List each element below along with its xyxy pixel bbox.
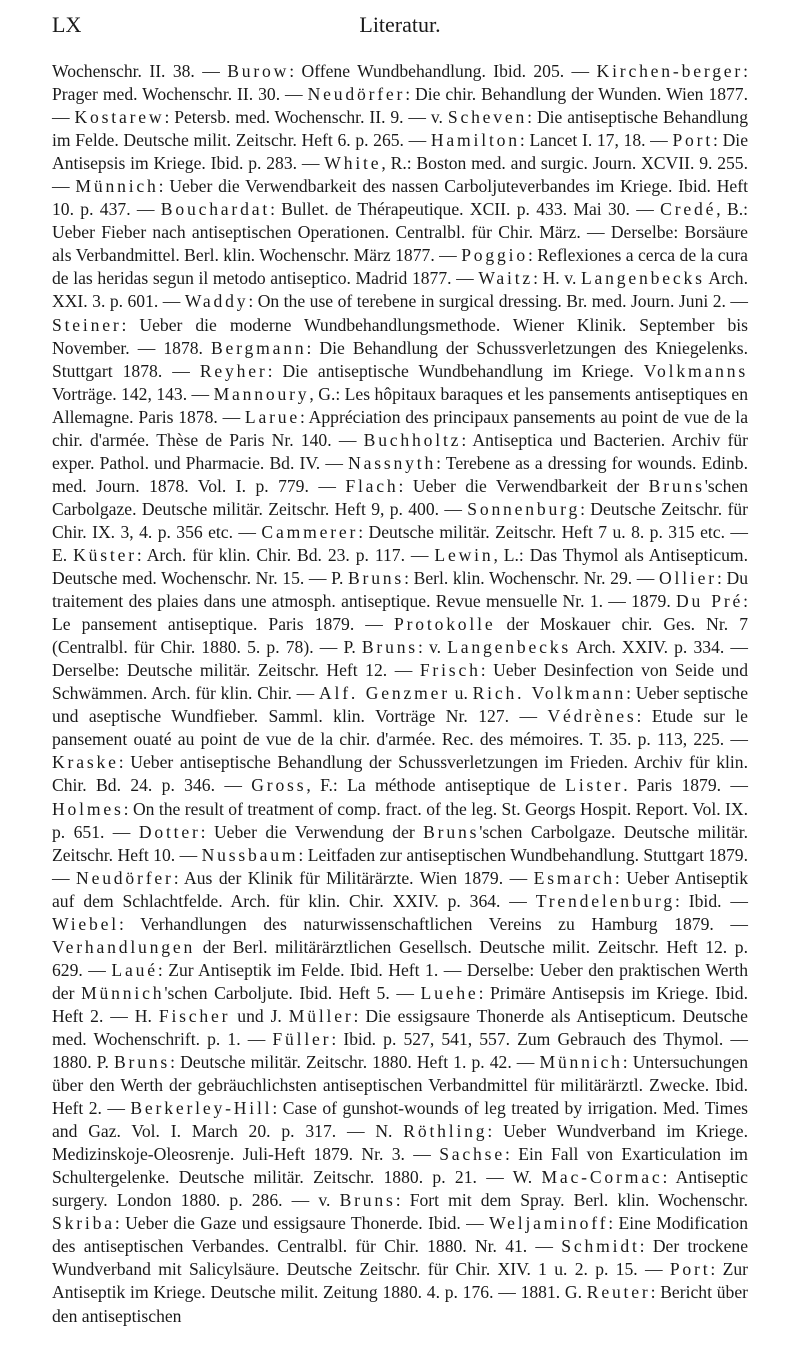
author-name: Lewin xyxy=(434,544,494,565)
citation-text: : Verhandlungen des naturwissenschaftlichen Vereins zu Hamburg 1879. — xyxy=(119,913,748,934)
citation-text: : Appréciation des principaux pansements au point de vue de la chir. d'armée. Thèse de Paris Nr. 140. — xyxy=(52,406,748,450)
citation-text: : Die Behandlung der Schussverletzungen des Kniegelenks. Stuttgart 1878. — xyxy=(52,337,749,381)
citation-text: : Bullet. de Thérapeutique. XCII. p. 433. Mai 30. — xyxy=(270,199,661,220)
citation-text: , B.: Ueber Fieber nach antiseptischen Operationen. Centralbl. für Chir. März. — Derselbe: Borsäure als Verbandmittel. Berl. klin. Wochenschr. März 1877. — xyxy=(52,199,748,266)
citation-text: der Moskauer chir. Ges. Nr. 7 (Centralbl. für Chir. 1880. 5. p. 78). — P. xyxy=(52,614,749,658)
author-name: Nassnyth xyxy=(348,452,437,473)
author-name: Bergmann xyxy=(210,337,307,358)
author-name: Credé xyxy=(660,199,717,220)
citation-text: 'schen Carbolgaze. Deutsche militär. Zeitschr. Heft 10. — xyxy=(52,821,748,865)
author-name: Langenbecks xyxy=(447,637,572,658)
citation-text: : Ueber die moderne Wundbehandlungsmethode. Wiener Klinik. September bis November. — 1878. xyxy=(52,314,748,358)
author-name: Reyher xyxy=(199,360,268,381)
author-name: Sonnenburg xyxy=(467,498,581,519)
author-name: Luehe xyxy=(420,982,479,1003)
author-name: Laué xyxy=(111,959,158,980)
citation-text: : Die antiseptische Wundbehandlung im Kriege. xyxy=(267,360,644,381)
author-name: Holmes xyxy=(52,798,124,819)
page-header xyxy=(52,12,748,42)
author-name: Rich. Volkmann xyxy=(472,683,627,704)
author-name: Flach xyxy=(345,475,399,496)
citation-text: : Berl. klin. Wochenschr. Nr. 29. — xyxy=(404,568,660,589)
citation-text: : Die antiseptische Behandlung im Felde. Deutsche milit. Zeitschr. Heft 6. p. 265. — xyxy=(52,107,748,151)
author-name: Münnich xyxy=(75,176,159,197)
citation-text: : Ibid. — xyxy=(675,890,748,911)
author-name: Volkmanns xyxy=(643,360,748,381)
author-name: Védrènes xyxy=(547,706,637,727)
running-title: Literatur. xyxy=(359,12,441,37)
citation-text: : H. v. xyxy=(533,268,581,289)
author-name: Waddy xyxy=(184,291,249,312)
author-name: Gross xyxy=(251,775,307,796)
author-name: Mac-Cormac xyxy=(541,1167,663,1188)
citation-text: : Primäre Antisepsis im Kriege. Ibid. Heft 2. — H. xyxy=(52,982,748,1026)
author-name: Port xyxy=(672,130,714,151)
author-name: Bruns xyxy=(113,1052,171,1073)
author-name: Port xyxy=(669,1259,711,1280)
author-name: Trendelenburg xyxy=(535,890,676,911)
author-name: Wiebel xyxy=(52,913,119,934)
citation-text: : Ueber die Verwendbarkeit des nassen Carboljuteverbandes im Kriege. Ibid. Heft 10. p. 437. — xyxy=(52,176,748,220)
citation-text: : Ueber septische und aseptische Wundfieber. Samml. klin. Vorträge Nr. 127. — xyxy=(52,683,749,727)
page-number: LX xyxy=(52,12,82,37)
citation-text: : Eine Modification des antiseptischen Verbandes. Centralbl. für Chir. 1880. Nr. 41. — xyxy=(52,1213,748,1257)
citation-text: : Zur Antiseptik im Felde. Ibid. Heft 1. — Derselbe: Ueber den praktischen Werth der xyxy=(52,959,748,1003)
citation-text: : Die chir. Behandlung der Wunden. Wien 1877. — xyxy=(52,84,748,128)
citation-text: : Lancet I. 17, 18. — xyxy=(519,130,673,151)
citation-text: : Bericht über den antiseptischen xyxy=(52,1282,748,1326)
citation-text: : Die Antisepsis im Kriege. Ibid. p. 283. — xyxy=(52,130,748,174)
citation-text: , F.: La méthode antiseptique de xyxy=(306,775,566,796)
citation-text: : Arch. für klin. Chir. Bd. 23. p. 117. — xyxy=(136,544,435,565)
author-name: Lister xyxy=(565,775,624,796)
citation-text: : Ueber Antiseptik auf dem Schlachtfelde. Arch. für klin. Chir. XXIV. p. 364. — xyxy=(52,867,748,911)
author-name: Bruns xyxy=(361,637,418,658)
citation-text: : Du traitement des plaies dans une atmosph. antiseptique. Revue mensuelle Nr. 1. — 1879. xyxy=(52,568,748,612)
citation-text: : Antiseptica und Bacterien. Archiv für exper. Pathol. und Pharmacie. Bd. IV. — xyxy=(52,429,748,473)
author-name: Langenbecks xyxy=(580,268,705,289)
citation-text: : Ein Fall von Exarticulation im Schultergelenke. Deutsche militär. Zeitschr. 1880. p. 21. — W. xyxy=(52,1144,748,1188)
citation-text: : Antiseptic surgery. London 1880. p. 286. — v. xyxy=(52,1167,748,1211)
author-name: Schmidt xyxy=(561,1236,640,1257)
citation-text: : Untersuchungen über den Werth der gebräuchlichsten antiseptischen Verbandmittel für militärärztl. Zwecke. Ibid. Heft 2. — xyxy=(52,1052,749,1119)
author-name: Küster xyxy=(73,544,137,565)
citation-text: : Ueber die Verwendbarkeit der xyxy=(398,475,649,496)
citation-text: 'schen Carbolgaze. Deutsche militär. Zeitschr. Heft 9, p. 400. — xyxy=(52,475,748,519)
author-name: Hamilton xyxy=(430,130,520,151)
citation-text: , G.: Les hôpitaux baraques et les pansements antiseptiques en Allemagne. Paris 1878. — xyxy=(52,383,749,427)
author-name: Sachse xyxy=(439,1144,505,1165)
citation-text: , R.: Boston med. and surgic. Journ. XCVII. 9. 255. — xyxy=(52,153,749,197)
citation-text: : Deutsche militär. Zeitschr. Heft 7 u. 8. p. 315 etc. — E. xyxy=(52,521,748,565)
author-name: Cammerer xyxy=(261,521,359,542)
citation-text: : On the use of terebene in surgical dressing. Br. med. Journ. Juni 2. — xyxy=(248,291,749,312)
author-name: Münnich xyxy=(539,1052,623,1073)
author-name: Bruns xyxy=(423,821,480,842)
author-name: Kraske xyxy=(52,752,119,773)
bibliography-text xyxy=(52,60,748,1328)
author-name: Münnich xyxy=(81,982,165,1003)
author-name: White xyxy=(324,153,382,174)
author-name: Waitz xyxy=(478,268,534,289)
author-name: Buchholtz xyxy=(363,429,462,450)
author-name: Verhandlungen xyxy=(52,936,196,957)
author-name: Kirchen-berger xyxy=(596,61,744,81)
citation-text: : Zur Antiseptik im Kriege. Deutsche milit. Zeitung 1880. 4. p. 176. — 1881. G. xyxy=(52,1259,748,1303)
author-name: Ollier xyxy=(659,568,717,589)
citation-text: Wochenschr. II. 38. — xyxy=(52,61,228,81)
citation-text: . Paris 1879. — xyxy=(623,775,748,796)
author-name: Fischer xyxy=(158,1005,231,1026)
citation-text: : Le pansement antiseptique. Paris 1879. — xyxy=(52,591,749,635)
author-name: Neudörfer xyxy=(307,84,406,105)
author-name: Protokolle xyxy=(393,614,496,635)
citation-text: : Fort mit dem Spray. Berl. klin. Wochenschr. xyxy=(395,1190,748,1211)
author-name: Esmarch xyxy=(533,867,615,888)
citation-text: : Der trockene Wundverband mit Salicylsäure. Deutsche Zeitschr. für Chir. XIV. 1 u. 2. p. 15. — xyxy=(52,1236,749,1280)
citation-text: Vorträge. 142, 143. — xyxy=(52,383,214,404)
author-name: Kostarew xyxy=(74,107,165,128)
citation-text: : Prager med. Wochenschr. II. 30. — xyxy=(52,61,748,105)
citation-text: : Case of gunshot-wounds of leg treated by irrigation. Med. Times and Gaz. Vol. I. March 20. p. 317. — N. xyxy=(52,1098,748,1142)
citation-text: : Leitfaden zur antiseptischen Wundbehandlung. Stuttgart 1879. — xyxy=(52,844,748,888)
citation-text: : Reflexiones a cerca de la cura de las heridas segun il metodo antiseptico. Madrid 1877. — xyxy=(52,245,748,289)
author-name: Nussbaum xyxy=(201,844,299,865)
citation-text: Arch. XXI. 3. p. 601. — xyxy=(52,268,749,312)
citation-text: 'schen Carboljute. Ibid. Heft 5. — xyxy=(164,982,421,1003)
citation-text: : Ibid. p. 527, 541, 557. Zum Gebrauch des Thymol. — 1880. P. xyxy=(52,1028,748,1073)
author-name: Scheven xyxy=(447,107,528,128)
author-name: Frisch xyxy=(419,660,481,681)
author-name: Reuter xyxy=(586,1282,651,1303)
author-name: Bruns xyxy=(347,568,405,589)
citation-text: : Ueber antiseptische Behandlung der Schussverletzungen im Frieden. Archiv für klin. Chir. Bd. 24. p. 346. — xyxy=(52,752,748,796)
citation-text: , L.: Das Thymol als Antisepticum. Deutsche med. Wochenschr. Nr. 15. — P. xyxy=(52,544,749,589)
citation-text: : v. xyxy=(417,637,448,658)
author-name: Larue xyxy=(244,406,301,427)
citation-text: : Ueber die Gaze und essigsaure Thonerde. Ibid. — xyxy=(114,1213,490,1234)
author-name: Du Pré xyxy=(676,591,744,612)
citation-text: : On the result of treatment of comp. fract. of the leg. St. Georgs Hospit. Report. Vol. IX. p. 651. — xyxy=(52,798,748,842)
author-name: Alf. Genzmer xyxy=(319,683,450,704)
author-name: Röthling xyxy=(403,1121,488,1142)
author-name: Burow xyxy=(227,61,290,81)
author-name: Füller xyxy=(272,1028,332,1049)
author-name: Weljaminoff xyxy=(489,1213,609,1234)
author-name: Poggio xyxy=(461,245,528,266)
citation-text: der Berl. militärärztlichen Gesellsch. Deutsche milit. Zeitschr. Heft 12. p. 629. — xyxy=(52,936,748,980)
citation-text: : Die essigsaure Thonerde als Antisepticum. Deutsche med. Wochenschrift. p. 1. — xyxy=(52,1005,748,1049)
citation-text: : Terebene as a dressing for wounds. Edinb. med. Journ. 1878. Vol. I. p. 779. — xyxy=(52,452,749,496)
author-name: Berkerley-Hill xyxy=(130,1098,273,1119)
citation-text: : Etude sur le pansement ouaté au point de vue de la chir. d'armée. Rec. des mémoires. T. 35. p. 113, 225. — xyxy=(52,706,748,750)
author-name: Bruns xyxy=(339,1190,396,1211)
citation-text: : Offene Wundbehandlung. Ibid. 205. — xyxy=(289,61,597,81)
citation-text: : Ueber Wundverband im Kriege. Medizinskoje-Oleosrenje. Juli-Heft 1879. Nr. 3. — xyxy=(52,1121,748,1165)
author-name: Skriba xyxy=(52,1213,115,1234)
author-name: Neudörfer xyxy=(76,867,174,888)
author-name: Mannoury xyxy=(213,383,310,404)
author-name: Dotter xyxy=(138,821,201,842)
citation-text: : Petersb. med. Wochenschr. II. 9. — v. xyxy=(164,107,448,128)
citation-text: u. xyxy=(449,683,473,704)
citation-text: : Ueber die Verwendung der xyxy=(200,821,424,842)
citation-text: : Deutsche Zeitschr. für Chir. IX. 3, 4. p. 356 etc. — xyxy=(52,498,748,542)
author-name: Müller xyxy=(288,1005,354,1026)
citation-text: und J. xyxy=(230,1005,289,1026)
citation-text: : Ueber Desinfection von Seide und Schwämmen. Arch. für klin. Chir. — xyxy=(52,660,748,704)
citation-text: : Deutsche militär. Zeitschr. 1880. Heft 1. p. 42. — xyxy=(170,1052,540,1073)
citation-text: : Aus der Klinik für Militärärzte. Wien 1879. — xyxy=(173,867,534,888)
author-name: Bruns xyxy=(648,475,705,496)
author-name: Bouchardat xyxy=(160,199,271,220)
citation-text: Arch. XXIV. p. 334. — Derselbe: Deutsche militär. Zeitschr. Heft 12. — xyxy=(52,637,748,681)
author-name: Steiner xyxy=(52,314,122,335)
